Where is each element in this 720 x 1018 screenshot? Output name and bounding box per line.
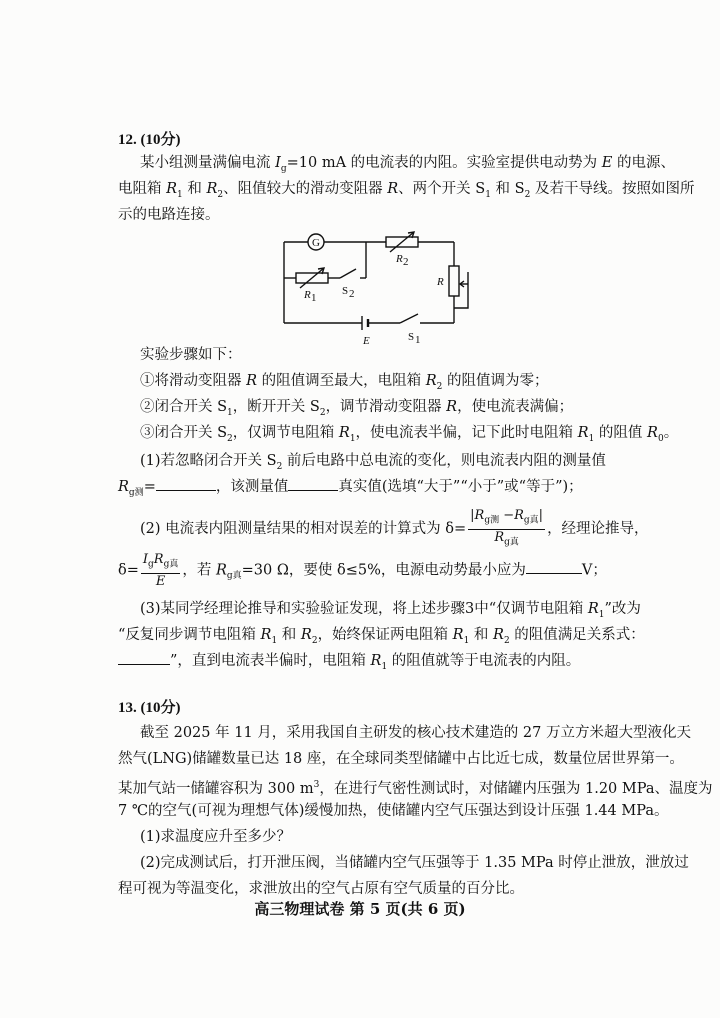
rheostat-r-icon bbox=[449, 266, 459, 296]
s2-sub-label: 2 bbox=[349, 288, 355, 300]
step-1: ①将滑动变阻器 R 的阻值调至最大，电阻箱 $R_2$ 的阻值调为零； bbox=[140, 373, 549, 392]
delta-fraction: $\frac{I_gR_{g真}}{E}$ bbox=[142, 552, 179, 589]
relative-error-fraction: $\frac{|R_{g测} -R_{g真}|}{R_{g真}}$ bbox=[470, 508, 544, 548]
q12-intro-line2: 电阻箱 $R_1$ 和 $R_2$、阻值较大的滑动变阻器 R、两个开关 $S_1$ 和 $S_2$ 及若干导线。按照如图所 bbox=[118, 181, 695, 200]
q13-part-2-line1: (2)完成测试后，打开泄压阀，当储罐内空气压强等于 1.35 MPa 时停止泄放，泄放过 bbox=[140, 855, 689, 871]
part-2-line1: (2) 电流表内阻测量结果的相对误差的计算式为 δ= $\frac{|R_{g测} -R_{g真}|}{R_{g真}}$ ，经理论推导， bbox=[140, 508, 700, 550]
battery-label: E bbox=[363, 335, 370, 347]
q13-part-1: (1)求温度应升至多少？ bbox=[140, 829, 292, 845]
r2-sub-label: 2 bbox=[403, 256, 409, 268]
answer-blank-min-emf[interactable] bbox=[526, 559, 582, 574]
answer-blank-comparison[interactable] bbox=[288, 476, 338, 491]
q12-intro-line1: 某小组测量满偏电流 $I_g=10$ mA 的电流表的内阻。实验室提供电动势为 E 的电源、 bbox=[140, 155, 675, 174]
part-1-line2: $R_{g测}=$ ，该测量值 真实值(选填“大于”“小于”或“等于”)； bbox=[118, 476, 678, 504]
r2-label: R bbox=[396, 253, 403, 265]
q13-header: 13. (10分) bbox=[118, 700, 181, 716]
answer-blank-rg-measured[interactable] bbox=[156, 476, 216, 491]
switch-s1-icon bbox=[400, 314, 418, 323]
part-1-line1: (1)若忽略闭合开关 $S_2$ 前后电路中总电流的变化，则电流表内阻的测量值 bbox=[140, 453, 606, 472]
part-2-line2: δ= $\frac{I_gR_{g真}}{E}$ ，若 $R_{g真}=30$ Ω，要使 δ≤5%，电源电动势最小应为 V； bbox=[118, 552, 607, 589]
s2-label: S bbox=[342, 285, 349, 297]
s1-label: S bbox=[408, 331, 415, 343]
steps-title: 实验步骤如下： bbox=[140, 347, 242, 363]
rheostat-label: R bbox=[437, 276, 444, 288]
q13-line2: 然气(LNG)储罐数量已达 18 座，在全球同类型储罐中占比近七成，数量位居世界第一。 bbox=[118, 751, 684, 767]
q13-part-2-line2: 程可视为等温变化，求泄放出的空气占原有空气质量的百分比。 bbox=[118, 881, 524, 897]
r1-arrow-line bbox=[300, 268, 324, 288]
step-2: ②闭合开关 $S_1$，断开开关 $S_2$，调节滑动变阻器 R，使电流表满偏； bbox=[140, 399, 574, 418]
part-3-line1: (3)某同学经理论推导和实验验证发现，将上述步骤3中“仅调节电阻箱 $R_1$”改为 bbox=[140, 601, 641, 620]
r1-sub-label: 1 bbox=[311, 292, 317, 304]
circuit-diagram bbox=[270, 228, 490, 348]
r2-arrow-line bbox=[390, 232, 414, 252]
step-3: ③闭合开关 $S_2$，仅调节电阻箱 $R_1$，使电流表半偏，记下此时电阻箱 $R_1$ 的阻值 $R_0$。 bbox=[140, 425, 679, 444]
r1-label: R bbox=[304, 289, 311, 301]
galvanometer-label: G bbox=[312, 237, 320, 249]
q13-line3: 某加气站一储罐容积为 300 $m^3$，在进行气密性测试时，对储罐内压强为 1.20 MPa、温度为 bbox=[118, 780, 713, 797]
part-3-line2: “反复同步调节电阻箱 $R_1$ 和 $R_2$，始终保证两电阻箱 $R_1$ 和 $R_2$ 的阻值满足关系式： bbox=[118, 627, 645, 646]
switch-s2-icon bbox=[340, 269, 356, 278]
q13-line4: 7 ℃的空气(可视为理想气体)缓慢加热，使储罐内空气压强达到设计压强 1.44 MPa。 bbox=[118, 803, 669, 819]
part-3-line3: ”，直到电流表半偏时，电阻箱 $R_1$ 的阻值就等于电流表的内阻。 bbox=[118, 650, 678, 678]
answer-blank-relation[interactable] bbox=[118, 650, 170, 665]
page-footer: 高三物理试卷 第 5 页(共 6 页) bbox=[254, 900, 466, 918]
q12-intro-line3: 示的电路连接。 bbox=[118, 207, 220, 223]
rheostat-slider-wire bbox=[454, 272, 468, 308]
q12-header: 12. (10分) bbox=[118, 132, 181, 148]
q13-line1: 截至 2025 年 11 月，采用我国自主研发的核心技术建造的 27 万立方米超大型液化天 bbox=[140, 725, 691, 741]
s1-sub-label: 1 bbox=[415, 334, 421, 346]
